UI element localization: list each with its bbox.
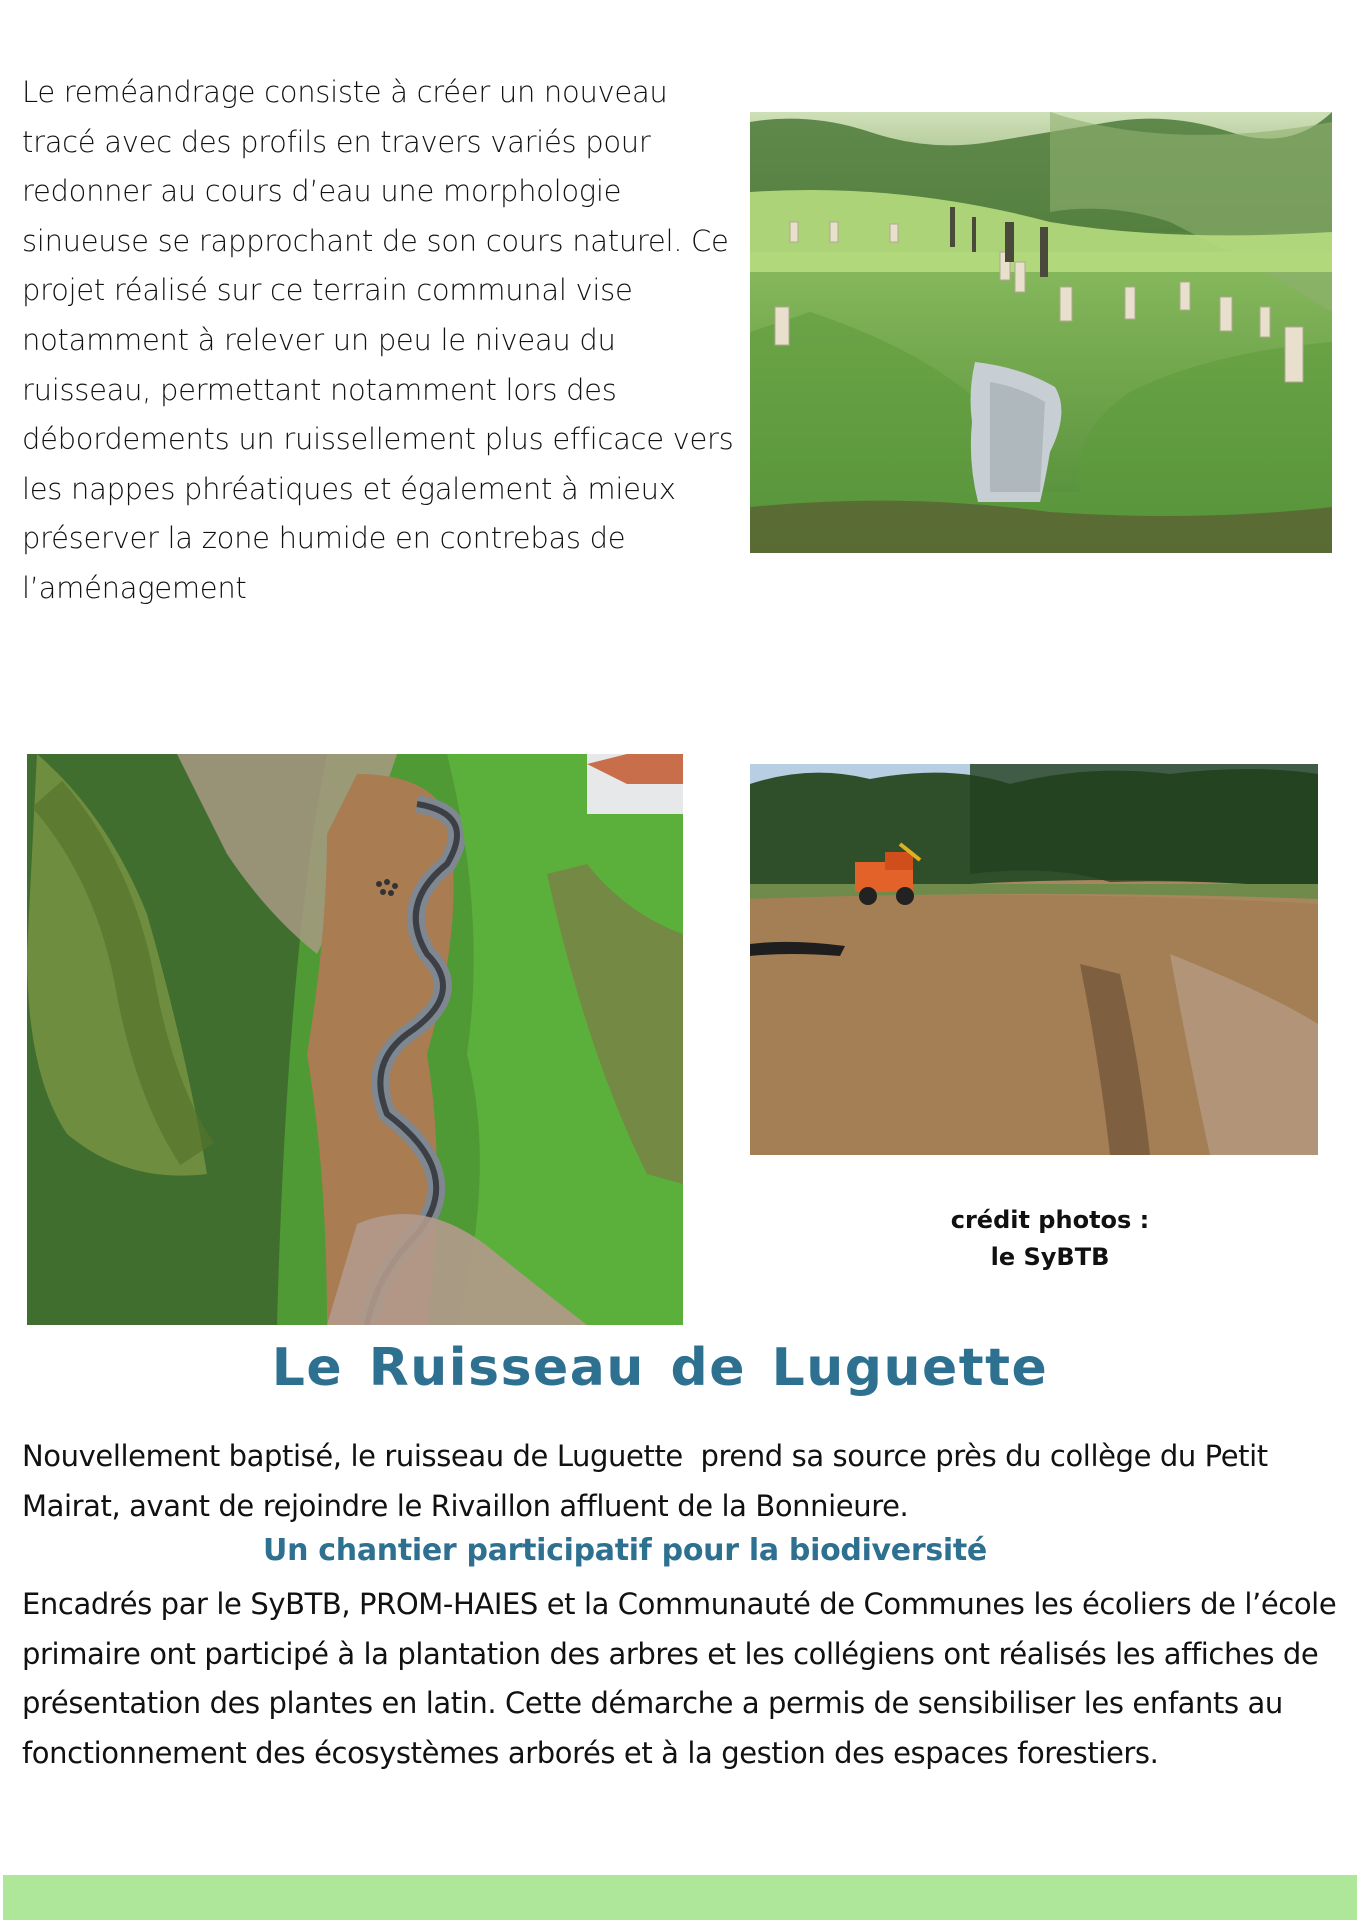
photo-meander-meadow: [750, 112, 1332, 553]
photo-credit: [900, 1202, 1200, 1276]
earthworks-photo-illustration: [750, 764, 1318, 1155]
article-title: Le Ruisseau de Luguette: [271, 1338, 1049, 1398]
photo-credit-label: crédit photos :: [950, 1206, 1150, 1234]
photo-credit-author: le SyBTB: [990, 1243, 1110, 1271]
article-paragraph-participation: Encadrés par le SyBTB, PROM-HAIES et la Communauté de Communes les écoliers de l’école primaire ont participé à la plantation des arbres et les collégiens ont réalisés les affiches de présentation des plantes en latin. Cette démarche a permis de sensibiliser les enfants au fonctionnement des écosystèmes arborés et à la gestion des espaces forestiers.: [22, 1587, 1346, 1770]
meadow-photo-illustration: [750, 112, 1332, 553]
intro-paragraph: Le reméandrage consiste à créer un nouveau tracé avec des profils en travers variés pour redonner au cours d’eau une morphologie sinueuse se rapprochant de son cours naturel. Ce projet réalisé sur ce terrain communal vise notamment à relever un peu le niveau du ruisseau, permettant notamment lors des débordements un ruissellement plus efficace vers les nappes phréatiques et également à mieux préserver la zone humide en contrebas de l’aménagement: [22, 75, 734, 605]
aerial-photo-illustration: [27, 754, 683, 1325]
photo-aerial-stream: [27, 754, 683, 1325]
article-paragraph-intro: Nouvellement baptisé, le ruisseau de Luguette prend sa source près du collège du Petit Mairat, avant de rejoindre le Rivaillon affluent de la Bonnieure.: [22, 1439, 1277, 1523]
footer-bar: [3, 1875, 1357, 1920]
photo-earthworks: [750, 764, 1318, 1155]
article-subtitle: Un chantier participatif pour la biodiversité: [263, 1533, 987, 1568]
